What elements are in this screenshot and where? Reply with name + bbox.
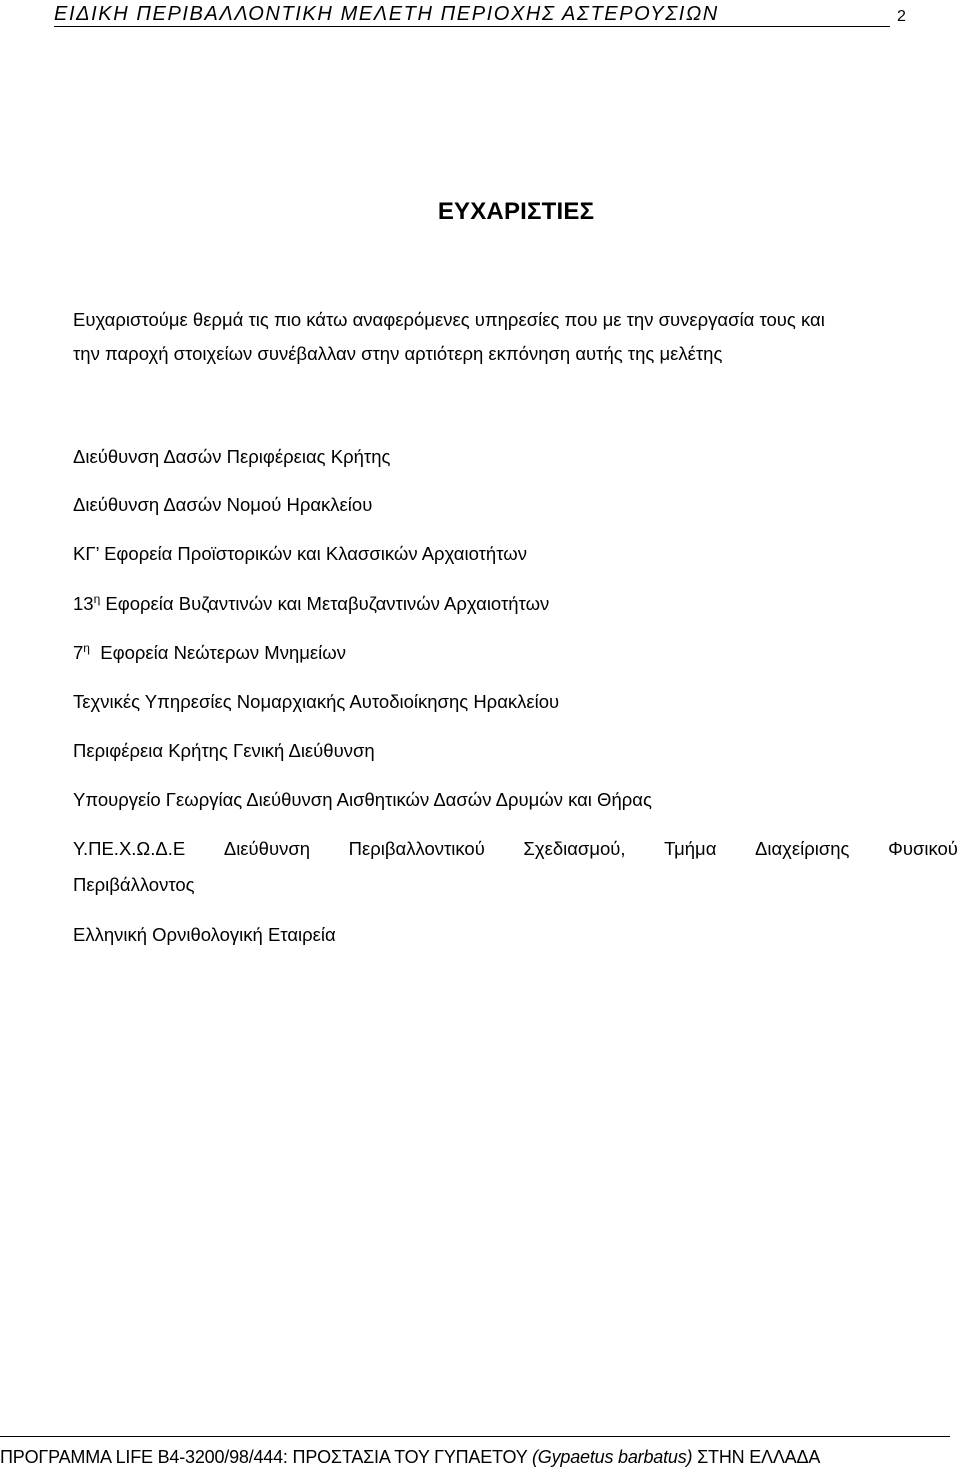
- word: Σχεδιασμού,: [523, 838, 626, 859]
- list-item-text: Εφορεία Νεώτερων Μνημείων: [89, 642, 346, 663]
- header-title: ΕΙΔΙΚΗ ΠΕΡΙΒΑΛΛΟΝΤΙΚΗ ΜΕΛΕΤΗ ΠΕΡΙΟΧΗΣ ΑΣΤΕΡΟΥΣΙΩΝ: [54, 3, 719, 25]
- list-item: Τεχνικές Υπηρεσίες Νομαρχιακής Αυτοδιοίκησης Ηρακλείου: [73, 691, 560, 712]
- section-heading: ΕΥΧΑΡΙΣΤΙΕΣ: [437, 198, 595, 225]
- footer-text-b: ΣΤΗΝ ΕΛΛΑΔΑ: [692, 1447, 821, 1467]
- page-header: [54, 2, 906, 27]
- ordinal-number: 7: [73, 642, 84, 663]
- intro-line-1: Ευχαριστούμε θερμά τις πιο κάτω αναφερόμενες υπηρεσίες που με την συνεργασία τους και: [73, 309, 825, 330]
- intro-line-2: την παροχή στοιχείων συνέβαλλαν στην αρτιότερη εκπόνηση αυτής της μελέτης: [73, 343, 723, 364]
- word: Φυσικού: [888, 838, 958, 859]
- list-item: Υπουργείο Γεωργίας Διεύθυνση Αισθητικών Δασών Δρυμών και Θήρας: [73, 789, 652, 810]
- word: Διεύθυνση: [223, 838, 311, 859]
- list-item: Ελληνική Ορνιθολογική Εταιρεία: [73, 924, 336, 945]
- footer-divider: [0, 1436, 950, 1437]
- word: Υ.ΠΕ.Χ.Ω.Δ.Ε: [73, 838, 186, 859]
- list-item: Διεύθυνση Δασών Νομού Ηρακλείου: [73, 494, 373, 515]
- list-item: [73, 641, 346, 665]
- footer-text-a: ΠΡΟΓΡΑΜΜΑ LIFE B4-3200/98/444: ΠΡΟΣΤΑΣΙΑ ΤΟΥ ΓΥΠΑΕΤΟΥ: [0, 1447, 533, 1467]
- ordinal-number: 13: [73, 593, 94, 614]
- word: Περιβαλλοντικού: [348, 838, 485, 859]
- list-item: ΚΓ’ Εφορεία Προϊστορικών και Κλασσικών Αρχαιοτήτων: [73, 543, 527, 564]
- ordinal-suffix: η: [83, 641, 90, 655]
- list-item-justified: [73, 837, 958, 861]
- ordinal-suffix: η: [93, 592, 101, 606]
- word: Διαχείρισης: [754, 838, 850, 859]
- word: Τμήμα: [664, 838, 717, 859]
- list-item: Περιφέρεια Κρήτης Γενική Διεύθυνση: [73, 740, 375, 761]
- footer-text: [0, 1445, 820, 1469]
- page-number: 2: [897, 8, 906, 25]
- list-item-text: Εφορεία Βυζαντινών και Μεταβυζαντινών Αρχαιοτήτων: [100, 593, 550, 614]
- footer-species-name: (Gypaetus barbatus): [532, 1447, 693, 1467]
- list-item: Διεύθυνση Δασών Περιφέρειας Κρήτης: [73, 446, 391, 467]
- list-item-continuation: Περιβάλλοντος: [73, 874, 195, 895]
- list-item: [73, 592, 549, 616]
